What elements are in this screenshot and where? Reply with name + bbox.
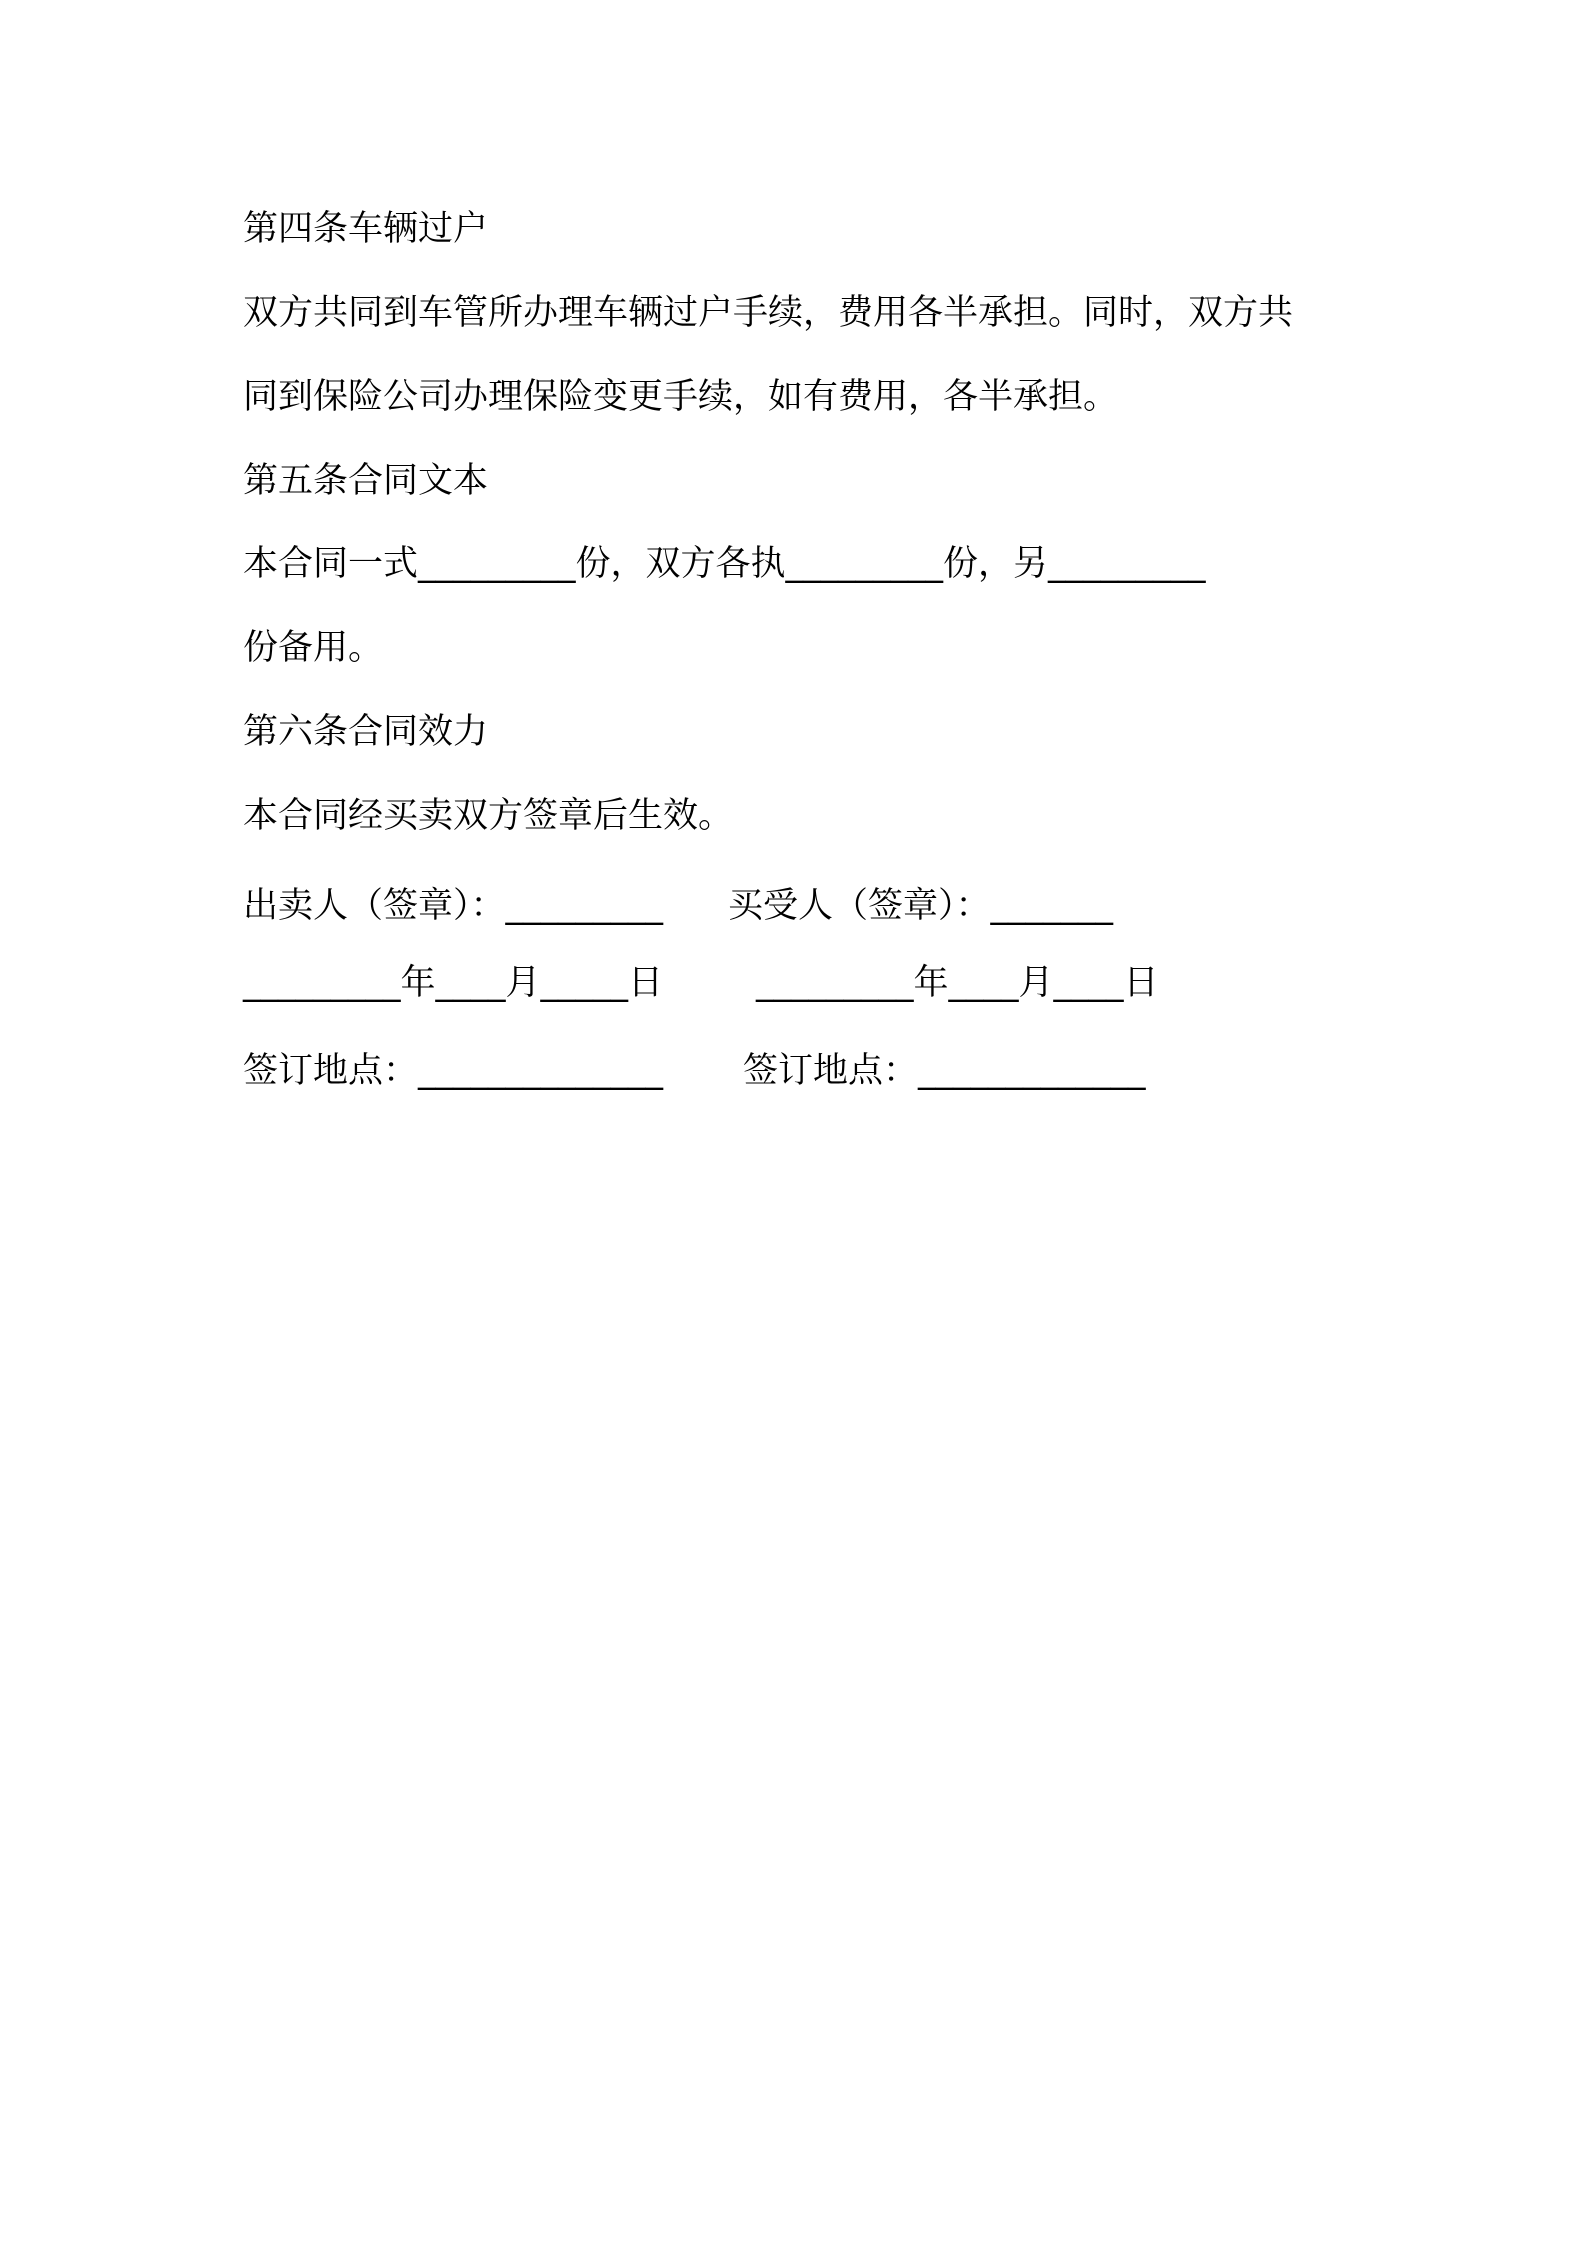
article-6-paragraph: 本合同经买卖双方签章后生效。 — [243, 796, 734, 836]
article-4-paragraph-line-2: 同到保险公司办理保险变更手续，如有费用，各半承担。 — [243, 377, 1119, 417]
article-4-paragraph-line-1: 双方共同到车管所办理车辆过户手续，费用各半承担。同时，双方共 — [243, 293, 1294, 333]
article-4-heading: 第四条车辆过户 — [243, 209, 489, 249]
buyer-signature: 买受人（签章）：_______ — [728, 886, 1114, 926]
date-row — [243, 960, 1159, 1006]
signature-row — [243, 883, 1114, 929]
article-5-heading: 第五条合同文本 — [243, 461, 489, 501]
seller-date: _________年____月_____日 — [243, 963, 664, 1003]
article-5-paragraph-line-2: 份备用。 — [243, 628, 384, 668]
place-row — [243, 1048, 1146, 1094]
article-6-heading: 第六条合同效力 — [243, 712, 489, 752]
article-5-paragraph-line-1: 本合同一式_________份，双方各执_________份，另_________ — [243, 544, 1206, 584]
buyer-date: _________年____月____日 — [756, 963, 1159, 1003]
buyer-signing-place: 签订地点：_____________ — [743, 1051, 1146, 1091]
seller-signing-place: 签订地点：______________ — [243, 1051, 664, 1091]
seller-signature: 出卖人（签章）：_________ — [243, 886, 664, 926]
